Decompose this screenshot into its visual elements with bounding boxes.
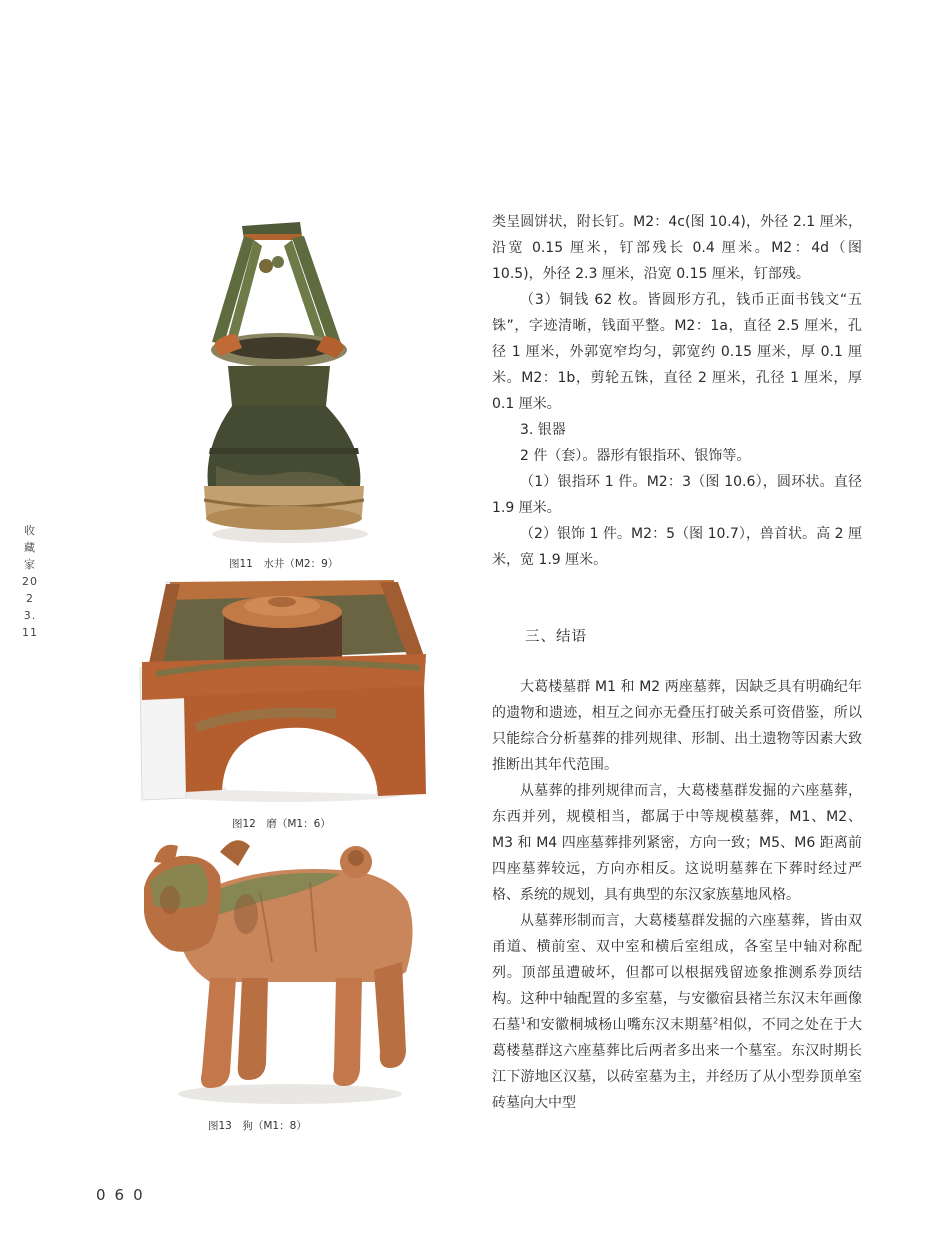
paragraph <box>492 908 862 1116</box>
figure-13-caption: 图13 狗（M1：8） <box>208 1120 307 1132</box>
paragraph-part: 和安徽桐城杨山嘴东汉末期墓 <box>525 1017 714 1033</box>
paragraph-part: 从墓葬形制而言，大葛楼墓群发掘的六座墓葬，皆由双甬道、横前室、双中室和横后室组成，各室呈中轴对称配列。顶部虽遭破坏，但都可以根据残留迹象推测系券顶结构。这种中轴配置的多室墓，与安徽宿县褚兰东汉末年画像石墓 <box>492 913 862 1033</box>
paragraph: （1）银指环 1 件。M2：3（图 10.6），圆环状。直径 1.9 厘米。 <box>492 474 862 516</box>
figure-12-caption: 图12 磨（M1：6） <box>232 818 331 830</box>
page-number: 060 <box>96 1186 152 1204</box>
figure-dog <box>140 832 422 1108</box>
pottery-mill-image <box>136 578 428 804</box>
figure-mill <box>136 578 428 804</box>
paragraph: 2 件（套）。器形有银指环、银饰等。 <box>520 448 751 464</box>
section-heading: 三、结语 <box>525 629 587 645</box>
body-text-conclusion <box>492 674 862 1116</box>
body-text-top <box>492 209 862 573</box>
figure-11-caption: 图11 水井（M2：9） <box>229 558 339 570</box>
paragraph-part: 相似，不同之处在于大葛楼墓群这六座墓葬比后两者多出来一个墓室。东汉时期长江下游地区汉墓，以砖室墓为主，并经历了从小型券顶单室砖墓向大中型 <box>492 1017 863 1111</box>
figure-well <box>196 216 374 546</box>
subheading: 3. 银器 <box>520 422 566 438</box>
footnote-ref[interactable]: 2 <box>713 1016 719 1026</box>
pottery-dog-image <box>140 832 422 1108</box>
footnote-ref[interactable]: 1 <box>520 1016 526 1026</box>
paragraph: 类呈圆饼状，附长钉。M2：4c(图 10.4)，外径 2.1 厘米，沿宽 0.15 厘米，钉部残长 0.4 厘米。M2：4d（图 10.5)，外径 2.3 厘米，沿宽 0.15 厘米，钉部残。 <box>492 214 862 282</box>
paragraph: 从墓葬的排列规律而言，大葛楼墓群发掘的六座墓葬，东西并列，规模相当，都属于中等规模墓葬，M1、M2、M3 和 M4 四座墓葬排列紧密，方向一致；M5、M6 距离前四座墓葬较远，方向亦相反。这说明墓葬在下葬时经过严格、系统的规划，具有典型的东汉家族墓地风格。 <box>492 783 862 903</box>
journal-sidebar-label: 收藏家 2023.11 <box>22 524 38 639</box>
pottery-well-image <box>196 216 374 546</box>
paragraph: （2）银饰 1 件。M2：5（图 10.7），兽首状。高 2 厘米，宽 1.9 厘米。 <box>492 526 862 568</box>
paragraph: （3）铜钱 62 枚。皆圆形方孔，钱币正面书钱文“五铢”，字迹清晰，钱面平整。M2：1a，直径 2.5 厘米，孔径 1 厘米，外郭宽窄均匀，郭宽约 0.15 厘米，厚 0.1 厘米。M2：1b，剪轮五铢，直径 2 厘米，孔径 1 厘米，厚 0.1 厘米。 <box>492 292 862 412</box>
paragraph: 大葛楼墓群 M1 和 M2 两座墓葬，因缺乏具有明确纪年的遗物和遗迹，相互之间亦无叠压打破关系可资借鉴，所以只能综合分析墓葬的排列规律、形制、出土遗物等因素大致推断出其年代范围。 <box>492 679 862 773</box>
